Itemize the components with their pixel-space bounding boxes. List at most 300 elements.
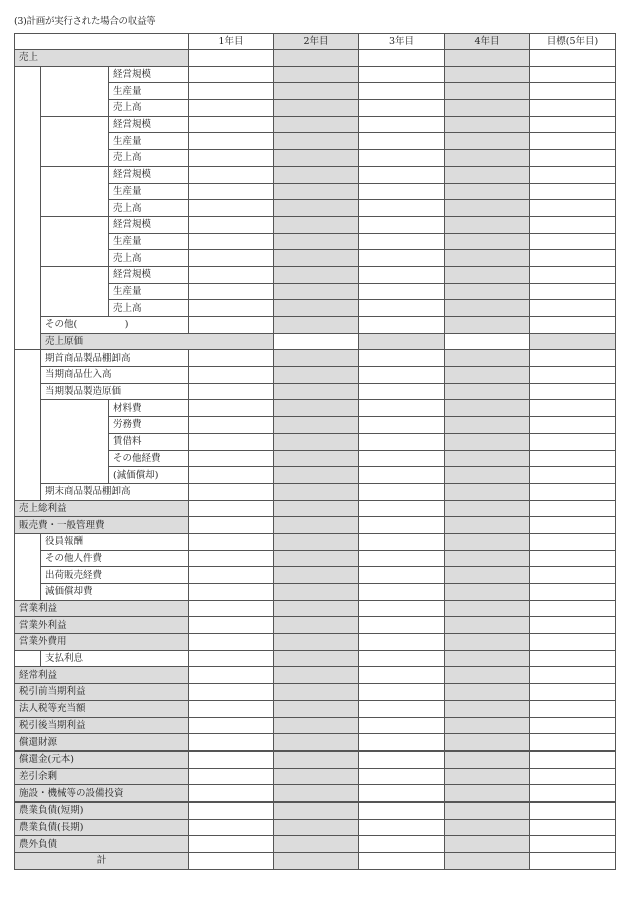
value-cell[interactable] [530,751,616,768]
value-cell[interactable] [189,802,274,819]
value-cell[interactable] [445,751,530,768]
value-cell[interactable] [274,83,359,100]
value-cell[interactable] [445,400,530,417]
value-cell[interactable] [530,785,616,802]
value-cell[interactable] [530,66,616,83]
value-cell[interactable] [189,417,274,434]
value-cell[interactable] [445,802,530,819]
value-cell[interactable] [530,283,616,300]
value-cell[interactable] [274,734,359,751]
value-cell[interactable] [359,133,445,150]
row-label: 販売費・一般管理費 [15,517,189,534]
indent-cell [41,166,109,216]
row-label: その他人件費 [41,550,189,567]
value-cell[interactable] [189,283,274,300]
value-cell[interactable] [274,853,359,870]
value-cell[interactable] [274,483,359,500]
value-cell[interactable] [359,483,445,500]
row-label: 経営規模 [109,266,189,283]
value-cell[interactable] [274,317,359,334]
value-cell[interactable] [274,517,359,534]
value-cell[interactable] [359,350,445,367]
value-cell[interactable] [359,550,445,567]
value-cell[interactable] [445,250,530,267]
value-cell[interactable] [445,200,530,217]
value-cell[interactable] [189,533,274,550]
value-cell[interactable] [189,300,274,317]
value-cell[interactable] [530,300,616,317]
indent-cell [15,650,41,667]
value-cell[interactable] [445,584,530,601]
row-label: 売上 [15,50,189,67]
value-cell[interactable] [445,166,530,183]
value-cell[interactable] [445,150,530,167]
value-cell[interactable] [189,785,274,802]
value-cell[interactable] [359,383,445,400]
value-cell[interactable] [189,734,274,751]
value-cell[interactable] [445,417,530,434]
value-cell[interactable] [359,734,445,751]
value-cell[interactable] [189,383,274,400]
value-cell[interactable] [530,667,616,684]
row-label: 生産量 [109,183,189,200]
value-cell[interactable] [189,684,274,701]
value-cell[interactable] [274,650,359,667]
value-cell[interactable] [530,333,616,350]
value-cell[interactable] [445,133,530,150]
value-cell[interactable] [445,467,530,484]
value-cell[interactable] [274,567,359,584]
value-cell[interactable] [359,400,445,417]
value-cell[interactable] [530,50,616,67]
value-cell[interactable] [189,584,274,601]
value-cell[interactable] [274,183,359,200]
row-label: 償還財源 [15,734,189,751]
value-cell[interactable] [274,467,359,484]
value-cell[interactable] [359,802,445,819]
value-cell[interactable] [359,283,445,300]
value-cell[interactable] [189,819,274,836]
value-cell[interactable] [274,116,359,133]
value-cell[interactable] [445,333,530,350]
value-cell[interactable] [530,383,616,400]
value-cell[interactable] [445,819,530,836]
value-cell[interactable] [274,533,359,550]
value-cell[interactable] [189,400,274,417]
value-cell[interactable] [274,100,359,117]
value-cell[interactable] [359,650,445,667]
value-cell[interactable] [274,383,359,400]
row-label: 当期製品製造原価 [41,383,189,400]
value-cell[interactable] [359,116,445,133]
value-cell[interactable] [530,166,616,183]
value-cell[interactable] [530,550,616,567]
value-cell[interactable] [530,684,616,701]
table-row [15,550,616,567]
value-cell[interactable] [530,483,616,500]
value-cell[interactable] [445,650,530,667]
value-cell[interactable] [445,83,530,100]
value-cell[interactable] [530,500,616,517]
table-row [15,650,616,667]
value-cell[interactable] [274,300,359,317]
value-cell[interactable] [359,300,445,317]
value-cell[interactable] [274,333,359,350]
value-cell[interactable] [189,367,274,384]
row-label: その他経費 [109,450,189,467]
value-cell[interactable] [530,853,616,870]
value-cell[interactable] [359,233,445,250]
value-cell[interactable] [445,283,530,300]
row-label: 生産量 [109,133,189,150]
value-cell[interactable] [359,567,445,584]
row-label: 出荷販売経費 [41,567,189,584]
value-cell[interactable] [445,567,530,584]
value-cell[interactable] [445,483,530,500]
table-row [15,751,616,768]
table-row [15,684,616,701]
value-cell[interactable] [189,250,274,267]
value-cell[interactable] [445,50,530,67]
value-cell[interactable] [189,650,274,667]
row-label: 売上高 [109,150,189,167]
value-cell[interactable] [189,266,274,283]
value-cell[interactable] [445,350,530,367]
value-cell[interactable] [445,634,530,651]
value-cell[interactable] [274,400,359,417]
value-cell[interactable] [189,200,274,217]
value-cell[interactable] [189,233,274,250]
value-cell[interactable] [274,133,359,150]
value-cell[interactable] [445,233,530,250]
value-cell[interactable] [445,216,530,233]
value-cell[interactable] [445,433,530,450]
value-cell[interactable] [530,734,616,751]
value-cell[interactable] [530,233,616,250]
value-cell[interactable] [189,717,274,734]
value-cell[interactable] [274,768,359,785]
value-cell[interactable] [189,667,274,684]
value-cell[interactable] [530,600,616,617]
value-cell[interactable] [445,300,530,317]
column-header: 1年目 [189,34,274,50]
value-cell[interactable] [530,417,616,434]
row-label: 売上高 [109,100,189,117]
table-row [15,383,616,400]
value-cell[interactable] [530,133,616,150]
value-cell[interactable] [359,751,445,768]
value-cell[interactable] [445,836,530,853]
value-cell[interactable] [274,66,359,83]
value-cell[interactable] [189,836,274,853]
value-cell[interactable] [445,785,530,802]
value-cell[interactable] [359,216,445,233]
value-cell[interactable] [445,317,530,334]
value-cell[interactable] [359,836,445,853]
table-row [15,50,616,67]
value-cell[interactable] [359,317,445,334]
value-cell[interactable] [530,802,616,819]
value-cell[interactable] [189,550,274,567]
value-cell[interactable] [445,266,530,283]
value-cell[interactable] [359,717,445,734]
value-cell[interactable] [530,700,616,717]
value-cell[interactable] [445,600,530,617]
value-cell[interactable] [530,768,616,785]
value-cell[interactable] [274,785,359,802]
value-cell[interactable] [445,768,530,785]
value-cell[interactable] [359,333,445,350]
value-cell[interactable] [445,533,530,550]
row-label: 売上高 [109,250,189,267]
value-cell[interactable] [530,200,616,217]
value-cell[interactable] [274,150,359,167]
value-cell[interactable] [274,802,359,819]
column-header: 4年目 [445,34,530,50]
value-cell[interactable] [274,266,359,283]
value-cell[interactable] [530,116,616,133]
value-cell[interactable] [359,700,445,717]
value-cell[interactable] [445,667,530,684]
value-cell[interactable] [274,200,359,217]
value-cell[interactable] [274,634,359,651]
table-row [15,734,616,751]
row-label: 施設・機械等の設備投資 [15,785,189,802]
value-cell[interactable] [359,600,445,617]
value-cell[interactable] [530,400,616,417]
value-cell[interactable] [274,50,359,67]
value-cell[interactable] [189,567,274,584]
value-cell[interactable] [189,166,274,183]
value-cell[interactable] [359,467,445,484]
value-cell[interactable] [359,500,445,517]
table-row [15,533,616,550]
value-cell[interactable] [274,500,359,517]
value-cell[interactable] [359,367,445,384]
row-label: 当期商品仕入高 [41,367,189,384]
value-cell[interactable] [274,836,359,853]
table-row [15,600,616,617]
value-cell[interactable] [359,768,445,785]
value-cell[interactable] [445,853,530,870]
row-label: 売上高 [109,200,189,217]
value-cell[interactable] [189,768,274,785]
value-cell[interactable] [445,383,530,400]
value-cell[interactable] [445,450,530,467]
value-cell[interactable] [359,533,445,550]
value-cell[interactable] [189,133,274,150]
column-header: 2年目 [274,34,359,50]
value-cell[interactable] [189,150,274,167]
value-cell[interactable] [359,634,445,651]
value-cell[interactable] [274,550,359,567]
row-label: 農業負債(短期) [15,802,189,819]
value-cell[interactable] [530,100,616,117]
value-cell[interactable] [530,367,616,384]
value-cell[interactable] [530,450,616,467]
value-cell[interactable] [274,350,359,367]
table-row [15,634,616,651]
value-cell[interactable] [530,266,616,283]
value-cell[interactable] [274,819,359,836]
table-row [15,66,616,83]
value-cell[interactable] [274,600,359,617]
value-cell[interactable] [530,250,616,267]
value-cell[interactable] [189,433,274,450]
value-cell[interactable] [359,250,445,267]
value-cell[interactable] [530,517,616,534]
value-cell[interactable] [445,367,530,384]
value-cell[interactable] [359,183,445,200]
value-cell[interactable] [530,150,616,167]
value-cell[interactable] [530,317,616,334]
value-cell[interactable] [359,150,445,167]
value-cell[interactable] [189,751,274,768]
value-cell[interactable] [359,819,445,836]
value-cell[interactable] [445,66,530,83]
row-label: 生産量 [109,83,189,100]
value-cell[interactable] [445,700,530,717]
value-cell[interactable] [189,66,274,83]
value-cell[interactable] [359,785,445,802]
value-cell[interactable] [274,700,359,717]
value-cell[interactable] [445,717,530,734]
value-cell[interactable] [274,617,359,634]
value-cell[interactable] [445,100,530,117]
value-cell[interactable] [530,533,616,550]
value-cell[interactable] [445,500,530,517]
value-cell[interactable] [530,634,616,651]
value-cell[interactable] [274,433,359,450]
value-cell[interactable] [274,367,359,384]
value-cell[interactable] [189,216,274,233]
value-cell[interactable] [189,700,274,717]
value-cell[interactable] [189,500,274,517]
value-cell[interactable] [530,617,616,634]
value-cell[interactable] [359,100,445,117]
value-cell[interactable] [445,183,530,200]
value-cell[interactable] [359,200,445,217]
value-cell[interactable] [445,550,530,567]
value-cell[interactable] [530,183,616,200]
indent-cell [41,400,109,483]
value-cell[interactable] [530,350,616,367]
revenue-plan-table [14,33,616,870]
value-cell[interactable] [189,100,274,117]
value-cell[interactable] [189,483,274,500]
value-cell[interactable] [189,600,274,617]
value-cell[interactable] [359,433,445,450]
indent-cell [15,350,41,500]
value-cell[interactable] [189,50,274,67]
value-cell[interactable] [274,417,359,434]
value-cell[interactable] [189,517,274,534]
value-cell[interactable] [274,233,359,250]
value-cell[interactable] [359,584,445,601]
value-cell[interactable] [189,467,274,484]
row-label: 経営規模 [109,166,189,183]
value-cell[interactable] [189,317,274,334]
value-cell[interactable] [189,83,274,100]
table-row [15,266,616,283]
row-label: 期末商品製品棚卸高 [41,483,189,500]
value-cell[interactable] [359,853,445,870]
row-label: 賃借料 [109,433,189,450]
value-cell[interactable] [530,836,616,853]
value-cell[interactable] [530,584,616,601]
indent-cell [41,116,109,166]
table-row [15,768,616,785]
value-cell[interactable] [445,517,530,534]
value-cell[interactable] [530,567,616,584]
value-cell[interactable] [359,266,445,283]
value-cell[interactable] [189,634,274,651]
indent-cell [15,66,41,350]
table-row [15,567,616,584]
row-label: 生産量 [109,233,189,250]
column-header: 目標(5年目) [530,34,616,50]
value-cell[interactable] [445,684,530,701]
value-cell[interactable] [530,467,616,484]
row-label: 材料費 [109,400,189,417]
value-cell[interactable] [189,617,274,634]
column-header: 3年目 [359,34,445,50]
value-cell[interactable] [274,584,359,601]
value-cell[interactable] [445,617,530,634]
value-cell[interactable] [274,450,359,467]
value-cell[interactable] [530,83,616,100]
value-cell[interactable] [359,517,445,534]
value-cell[interactable] [530,650,616,667]
value-cell[interactable] [530,717,616,734]
value-cell[interactable] [445,734,530,751]
row-label: 生産量 [109,283,189,300]
row-label: 償還金(元本) [15,751,189,768]
value-cell[interactable] [359,166,445,183]
value-cell[interactable] [530,819,616,836]
value-cell[interactable] [189,450,274,467]
value-cell[interactable] [274,216,359,233]
value-cell[interactable] [274,283,359,300]
value-cell[interactable] [274,684,359,701]
row-label: 税引後当期利益 [15,717,189,734]
value-cell[interactable] [359,50,445,67]
value-cell[interactable] [359,417,445,434]
value-cell[interactable] [274,667,359,684]
value-cell[interactable] [359,684,445,701]
value-cell[interactable] [274,717,359,734]
value-cell[interactable] [274,250,359,267]
value-cell[interactable] [189,350,274,367]
value-cell[interactable] [359,66,445,83]
value-cell[interactable] [359,450,445,467]
value-cell[interactable] [189,853,274,870]
value-cell[interactable] [274,751,359,768]
value-cell[interactable] [359,617,445,634]
value-cell[interactable] [274,166,359,183]
table-row [15,717,616,734]
value-cell[interactable] [530,433,616,450]
row-label: 期首商品製品棚卸高 [41,350,189,367]
value-cell[interactable] [530,216,616,233]
value-cell[interactable] [359,667,445,684]
value-cell[interactable] [189,116,274,133]
value-cell[interactable] [189,183,274,200]
value-cell[interactable] [359,83,445,100]
row-label: 減価償却費 [41,584,189,601]
value-cell[interactable] [445,116,530,133]
table-row [15,483,616,500]
